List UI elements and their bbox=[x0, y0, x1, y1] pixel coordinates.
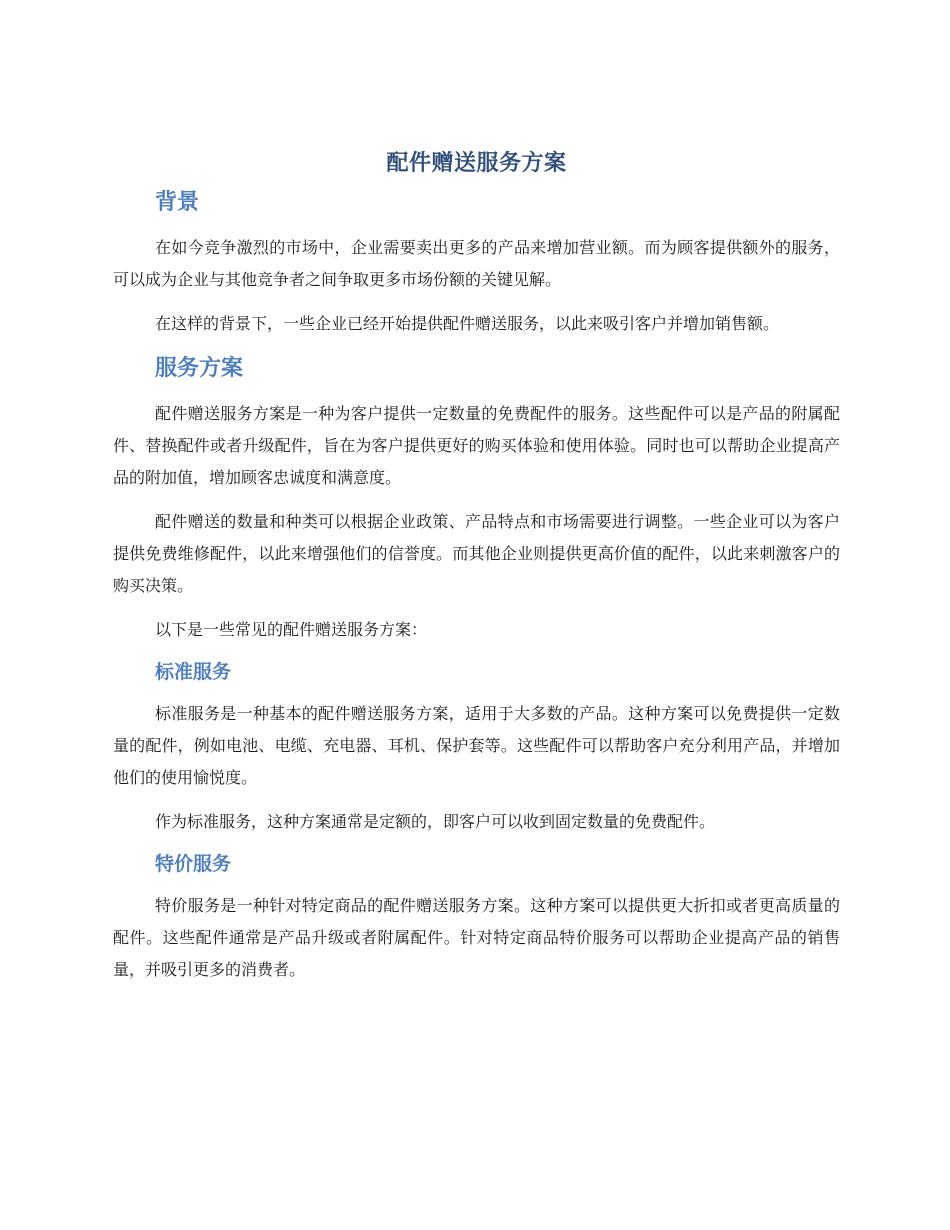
paragraph: 在如今竞争激烈的市场中，企业需要卖出更多的产品来增加营业额。而为顾客提供额外的服务，可以成为企业与其他竞争者之间争取更多市场份额的关键见解。 bbox=[113, 238, 840, 289]
paragraph: 在这样的背景下，一些企业已经开始提供配件赠送服务，以此来吸引客户并增加销售额。 bbox=[155, 314, 780, 333]
paragraph: 配件赠送服务方案是一种为客户提供一定数量的免费配件的服务。这些配件可以是产品的附属配件、替换配件或者升级配件，旨在为客户提供更好的购买体验和使用体验。同时也可以帮助企业提高产品的附加值，增加顾客忠诚度和满意度。 bbox=[113, 404, 840, 487]
paragraph: 标准服务是一种基本的配件赠送服务方案，适用于大多数的产品。这种方案可以免费提供一定数量的配件，例如电池、电缆、充电器、耳机、保护套等。这些配件可以帮助客户充分利用产品，并增加他们的使用愉悦度。 bbox=[113, 704, 840, 787]
section-heading-background: 背景 bbox=[155, 190, 200, 215]
paragraph: 作为标准服务，这种方案通常是定额的，即客户可以收到固定数量的免费配件。 bbox=[155, 812, 716, 831]
paragraph: 配件赠送的数量和种类可以根据企业政策、产品特点和市场需要进行调整。一些企业可以为客户提供免费维修配件，以此来增强他们的信誉度。而其他企业则提供更高价值的配件，以此来刺激客户的购买决策。 bbox=[113, 512, 840, 595]
paragraph: 特价服务是一种针对特定商品的配件赠送服务方案。这种方案可以提供更大折扣或者更高质量的配件。这些配件通常是产品升级或者附属配件。针对特定商品特价服务可以帮助企业提高产品的销售量，并吸引更多的消费者。 bbox=[113, 896, 840, 979]
document-title: 配件赠送服务方案 bbox=[386, 151, 567, 176]
document-page bbox=[113, 148, 840, 998]
subsection-heading-standard-service: 标准服务 bbox=[155, 661, 232, 683]
paragraph: 以下是一些常见的配件赠送服务方案： bbox=[155, 620, 428, 639]
section-heading-service-plan: 服务方案 bbox=[155, 356, 244, 381]
subsection-heading-special-price-service: 特价服务 bbox=[155, 853, 232, 875]
